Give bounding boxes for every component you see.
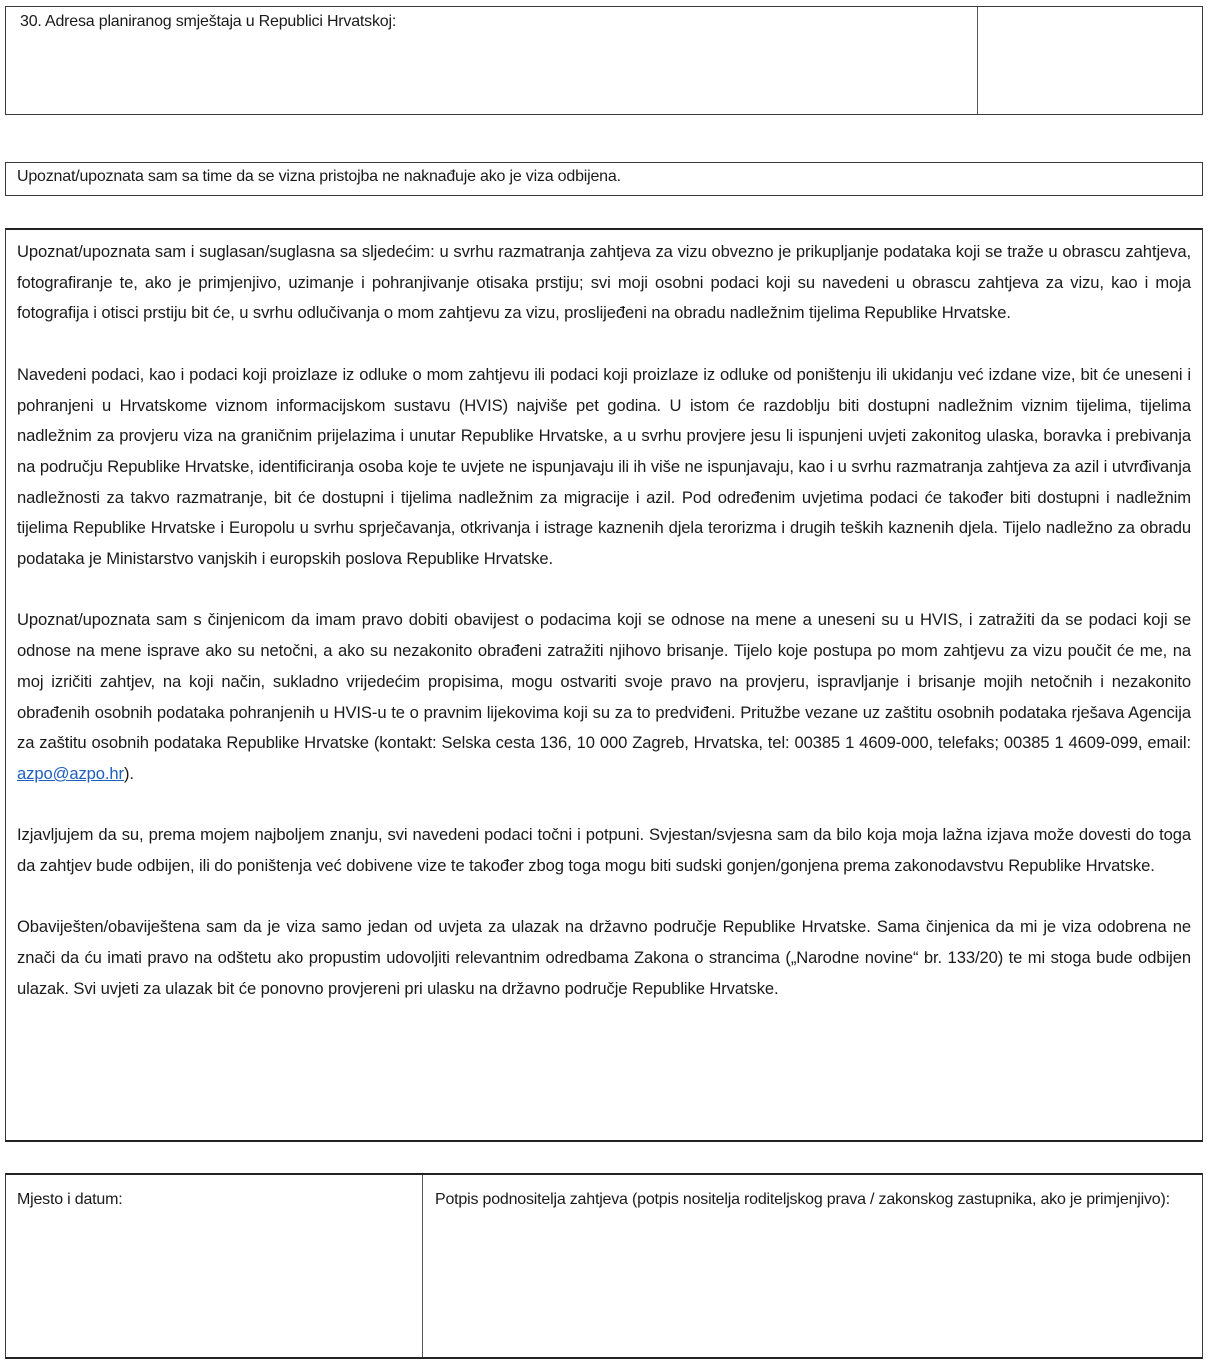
rights-text: Upoznat/upoznata sam s činjenicom da imam pravo dobiti obavijest o podacima koji se odnose na mene a uneseni su u HVIS, i zatražiti da se podaci koji se odnose na mene isprave ako su netočni, a ako su nezakonito obrađeni zatražiti njihovo brisanje. Tijelo koje postupa po mom zahtjevu za vizu poučit će me, na moj izričiti zahtjev, na koji način, sukladno vrijedećim propisima, mogu ostvariti svoje pravo na provjeru, ispravljanje i brisanje mojih netočnih i nezakonito obrađenih osobnih podataka pohranjenih u HVIS-u te o pravnim lijekovima koji su za to predviđeni. Pritužbe vezane uz zaštitu osobnih podataka rješava Agencija za zaštitu osobnih podataka Republike Hrvatske (kontakt: Selska cesta 136, 10 000 Zagreb, Hrvatska, tel: 00385 1 4609-000, telefaks; 00385 1 4609-099, email:	[17, 610, 1191, 753]
address-side-cell[interactable]	[978, 7, 1202, 114]
signature-section	[5, 1173, 1203, 1359]
signature-label: Potpis podnositelja zahtjeva (potpis nositelja roditeljskog prava / zakonskog zastupnika, ako je primjenjivo):	[435, 1191, 1170, 1208]
address-field[interactable]	[6, 7, 978, 114]
address-section	[5, 6, 1203, 115]
address-label: 30. Adresa planiranog smještaja u Republici Hrvatskoj:	[20, 13, 397, 30]
consent-paragraph-data-collection: Upoznat/upoznata sam i suglasan/suglasna sa sljedećim: u svrhu razmatranja zahtjeva za vizu obvezno je prikupljanje podataka koji se traže u obrascu zahtjeva, fotografiranje te, ako je primjenjivo, uzimanje i pohranjivanje otisaka prstiju; svi moji osobni podaci koji su navedeni u obrascu zahtjeva za vizu, kao i moja fotografija i otisci prstiju bit će, u svrhu odlučivanja o mom zahtjevu za vizu, proslijeđeni na obradu nadležnim tijelima Republike Hrvatske.	[17, 242, 1191, 323]
fee-notice-text: Upoznat/upoznata sam sa time da se vizna pristojba ne naknađuje ako je viza odbijena.	[17, 168, 621, 185]
signature-field[interactable]	[423, 1175, 1202, 1357]
fee-notice-box	[5, 162, 1203, 196]
place-date-label: Mjesto i datum:	[17, 1191, 123, 1208]
azpo-email-link[interactable]: azpo@azpo.hr	[17, 763, 124, 783]
rights-text-end: ).	[123, 763, 134, 783]
consent-paragraph-hvis-storage: Navedeni podaci, kao i podaci koji proizlaze iz odluke o mom zahtjevu ili podaci koji proizlaze iz odluke od poništenju ili ukidanju već izdane vize, bit će uneseni i pohranjeni u Hrvatskome viznom informacijskom sustavu (HVIS) najviše pet godina. U istom će razdoblju biti dostupni nadležnim viznim tijelima, tijelima nadležnim za provjeru viza na graničnim prijelazima i unutar Republike Hrvatske, a u svrhu provjere jesu li ispunjeni uvjeti zakonitog ulaska, boravka i prebivanja na području Republike Hrvatske, identificiranja osoba koje te uvjete ne ispunjavaju ili ih više ne ispunjavaju, kao i u svrhu razmatranja zahtjeva za azil i utvrđivanja nadležnosti za takvo razmatranje, bit će dostupni i tijelima nadležnim za migracije i azil. Pod određenim uvjetima podaci će također biti dostupni i nadležnim tijelima Republike Hrvatske i Europolu u svrhu sprječavanja, otkrivanja i istrage kaznenih djela terorizma i drugih teških kaznenih djela. Tijelo nadležno za obradu podataka je Ministarstvo vanjskih i europskih poslova Republike Hrvatske.	[17, 364, 1191, 569]
consent-paragraph-entry-conditions: Obaviješten/obaviještena sam da je viza samo jedan od uvjeta za ulazak na državno područje Republike Hrvatske. Sama činjenica da mi je viza odobrena ne znači da ću imati pravo na odštetu ako propustim udovoljiti relevantnim odredbama Zakona o strancima („Narodne novine“ br. 133/20) te mi stoga bude odbijen ulazak. Svi uvjeti za ulazak bit će ponovno provjereni pri ulasku na državno područje Republike Hrvatske.	[17, 917, 1191, 998]
place-date-field[interactable]	[6, 1175, 423, 1357]
consent-paragraph-declaration: Izjavljujem da su, prema mojem najboljem znanju, svi navedeni podaci točni i potpuni. Svjestan/svjesna sam da bilo koja moja lažna izjava može dovesti do toga da zahtjev bude odbijen, ili do poništenja već dobivene vize te također zbog toga mogu biti sudski gonjen/gonjena prema zakonodavstvu Republike Hrvatske.	[17, 825, 1191, 876]
consent-paragraph-rights	[17, 605, 1191, 789]
consent-section	[5, 228, 1203, 1142]
